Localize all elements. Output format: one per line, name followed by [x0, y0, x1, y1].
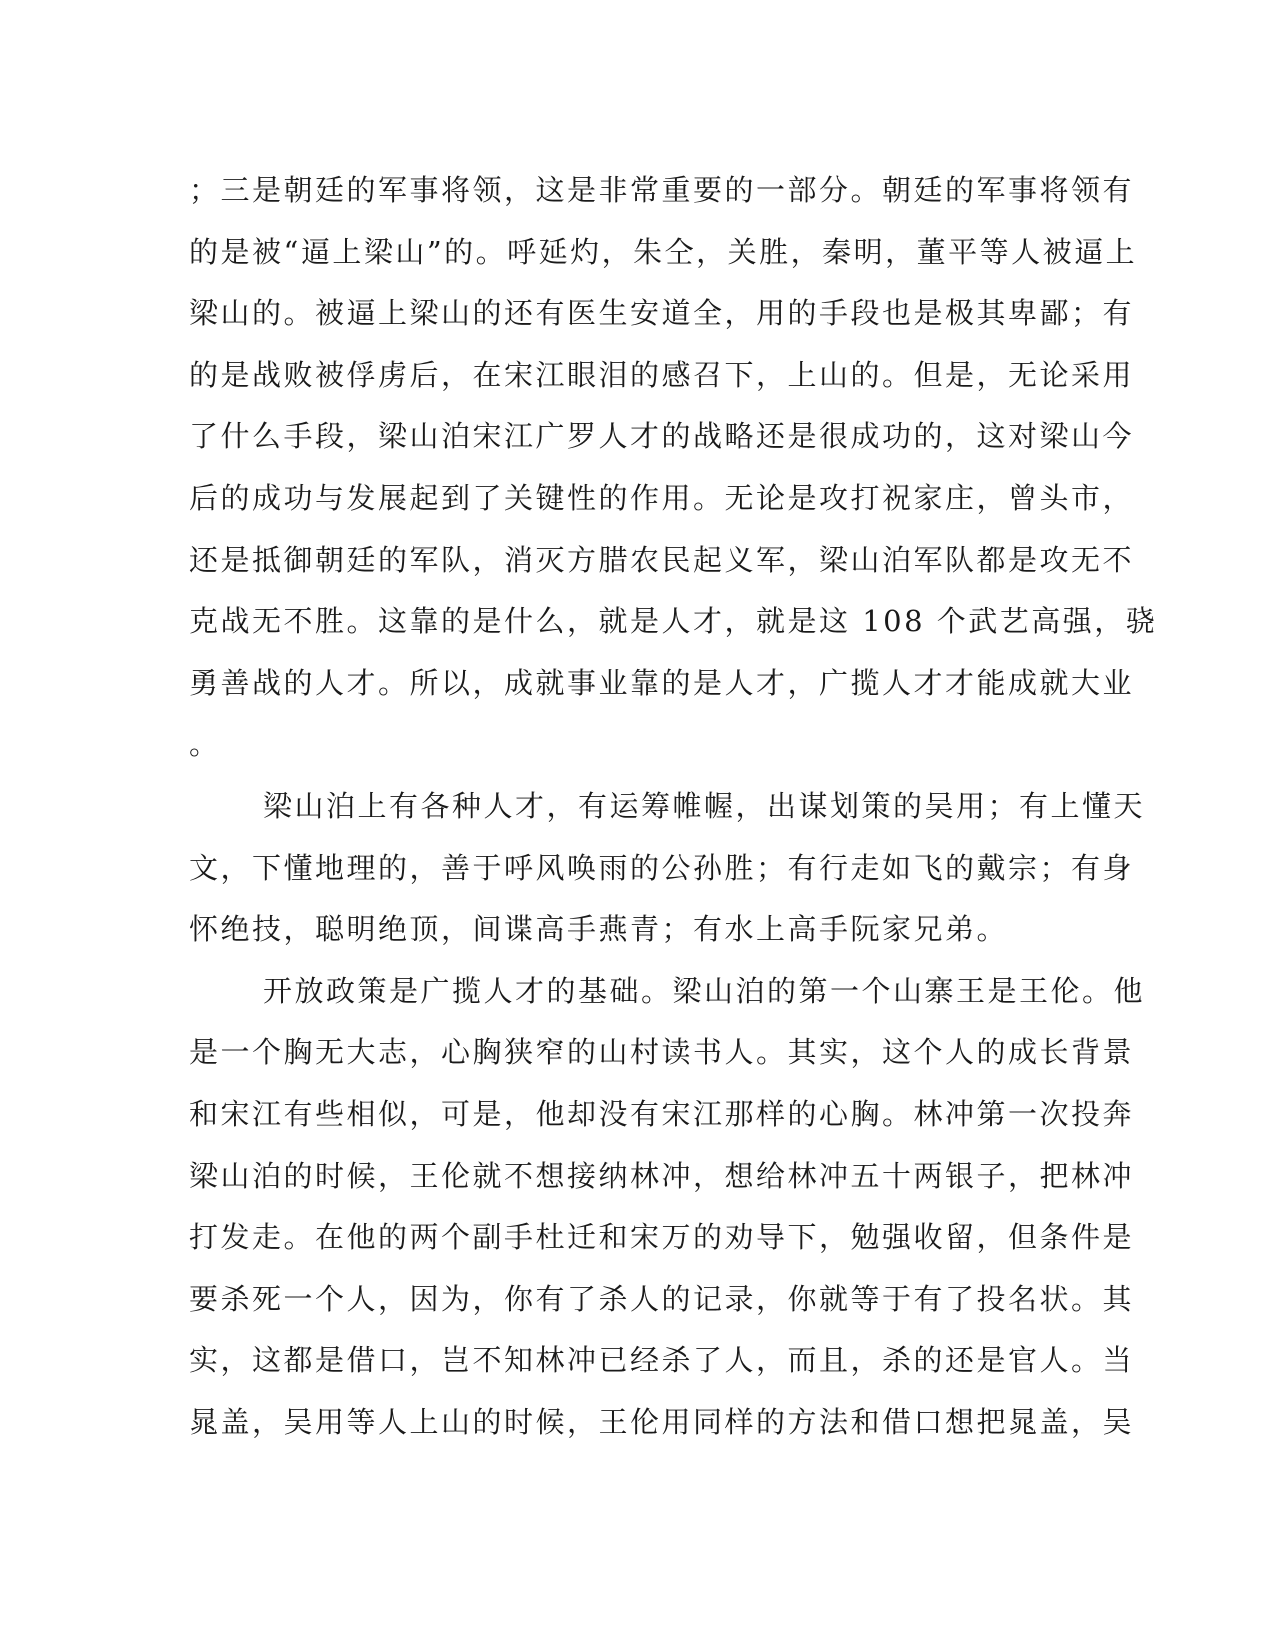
text-line: 打发走。在他的两个副手杜迁和宋万的劝导下，勉强收留，但条件是	[189, 1220, 1135, 1255]
text-line: 。	[189, 727, 221, 762]
text-line: 克战无不胜。这靠的是什么，就是人才，就是这 108 个武艺高强，骁	[189, 604, 1158, 639]
paragraph-first-line: 梁山泊上有各种人才，有运筹帷幄，出谋划策的吴用；有上懂天	[263, 788, 1146, 823]
text-line: 后的成功与发展起到了关键性的作用。无论是攻打祝家庄，曾头市，	[189, 480, 1135, 515]
text-line: 晁盖，吴用等人上山的时候，王伦用同样的方法和借口想把晁盖，吴	[189, 1404, 1135, 1439]
text-line: 要杀死一个人，因为，你有了杀人的记录，你就等于有了投名状。其	[189, 1281, 1135, 1316]
text-line: 是一个胸无大志，心胸狭窄的山村读书人。其实，这个人的成长背景	[189, 1035, 1135, 1070]
paragraph-first-line: 开放政策是广揽人才的基础。梁山泊的第一个山寨王是王伦。他	[263, 973, 1146, 1008]
text-line: 了什么手段，梁山泊宋江广罗人才的战略还是很成功的，这对梁山今	[189, 419, 1135, 454]
text-line: 的是战败被俘虏后，在宋江眼泪的感召下，上山的。但是，无论采用	[189, 357, 1135, 392]
document-body	[189, 160, 1158, 1453]
text-line: 实，这都是借口，岂不知林冲已经杀了人，而且，杀的还是官人。当	[189, 1343, 1135, 1378]
text-line: 的是被“逼上梁山”的。呼延灼，朱仝，关胜，秦明，董平等人被逼上	[189, 234, 1138, 269]
text-line: 梁山的。被逼上梁山的还有医生安道全，用的手段也是极其卑鄙；有	[189, 296, 1135, 331]
text-line: 怀绝技，聪明绝顶，间谍高手燕青；有水上高手阮家兄弟。	[189, 912, 1009, 947]
text-line: 还是抵御朝廷的军队，消灭方腊农民起义军，梁山泊军队都是攻无不	[189, 542, 1135, 577]
text-line: 和宋江有些相似，可是，他却没有宋江那样的心胸。林冲第一次投奔	[189, 1096, 1135, 1131]
text-line: 勇善战的人才。所以，成就事业靠的是人才，广揽人才才能成就大业	[189, 665, 1135, 700]
text-line: 梁山泊的时候，王伦就不想接纳林冲，想给林冲五十两银子，把林冲	[189, 1158, 1135, 1193]
text-line: ；三是朝廷的军事将领，这是非常重要的一部分。朝廷的军事将领有	[189, 173, 1135, 207]
text-line: 文，下懂地理的，善于呼风唤雨的公孙胜；有行走如飞的戴宗；有身	[189, 850, 1135, 885]
